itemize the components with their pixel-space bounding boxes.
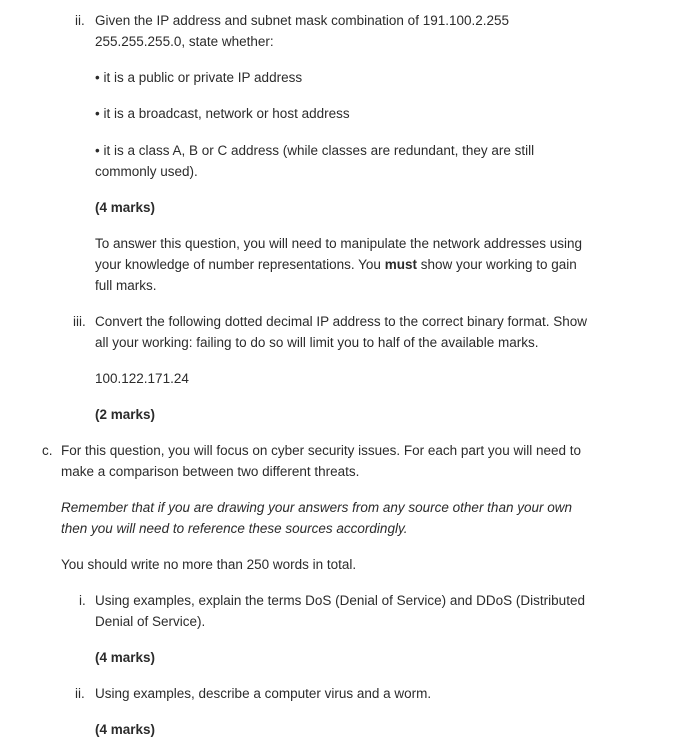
instruction-note-line1: To answer this question, you will need to manipulate the network addresses using [95,236,583,251]
question-ii-marks: (4 marks) [95,200,156,215]
subquestion-i-text-line2: Denial of Service). [95,614,206,629]
instruction-note-line2 [95,254,577,275]
reference-note-line2: then you will need to reference these sources accordingly. [61,521,408,536]
question-c-marker: c. [42,443,53,458]
question-ii-text-line2: 255.255.255.0, state whether: [95,34,274,49]
subquestion-ii-marks: (4 marks) [95,722,156,737]
question-ii-text-line1: Given the IP address and subnet mask combination of 191.100.2.255 [95,13,510,28]
subquestion-i-marks: (4 marks) [95,650,156,665]
note-text-b: show your working to gain [416,257,577,272]
question-iii-marks: (2 marks) [95,407,156,422]
bullet-public-private: • it is a public or private IP address [95,70,303,85]
note-text-must: must [384,257,417,272]
subquestion-ii-text: Using examples, describe a computer virus and a worm. [95,686,432,701]
subquestion-ii-marker: ii. [75,686,85,701]
subquestion-i-text-line1: Using examples, explain the terms DoS (Denial of Service) and DDoS (Distributed [95,593,585,608]
question-ii-marker: ii. [75,13,85,28]
ip-address-value: 100.122.171.24 [95,371,189,386]
word-limit-note: You should write no more than 250 words in total. [61,557,357,572]
instruction-note-line3: full marks. [95,278,157,293]
reference-note-line1: Remember that if you are drawing your answers from any source other than your own [61,500,572,515]
question-iii-text-line2: all your working: failing to do so will limit you to half of the available marks. [95,335,539,350]
question-c-text-line1: For this question, you will focus on cyber security issues. For each part you will need to [61,443,581,458]
note-text-a: your knowledge of number representations. You [95,257,385,272]
question-iii-text-line1: Convert the following dotted decimal IP address to the correct binary format. Show [95,314,587,329]
bullet-class-line1: • it is a class A, B or C address (while classes are redundant, they are still [95,143,535,158]
question-iii-marker: iii. [73,314,86,329]
question-c-text-line2: make a comparison between two different threats. [61,464,360,479]
bullet-broadcast-network-host: • it is a broadcast, network or host address [95,106,350,121]
bullet-class-line2: commonly used). [95,164,198,179]
subquestion-i-marker: i. [79,593,86,608]
